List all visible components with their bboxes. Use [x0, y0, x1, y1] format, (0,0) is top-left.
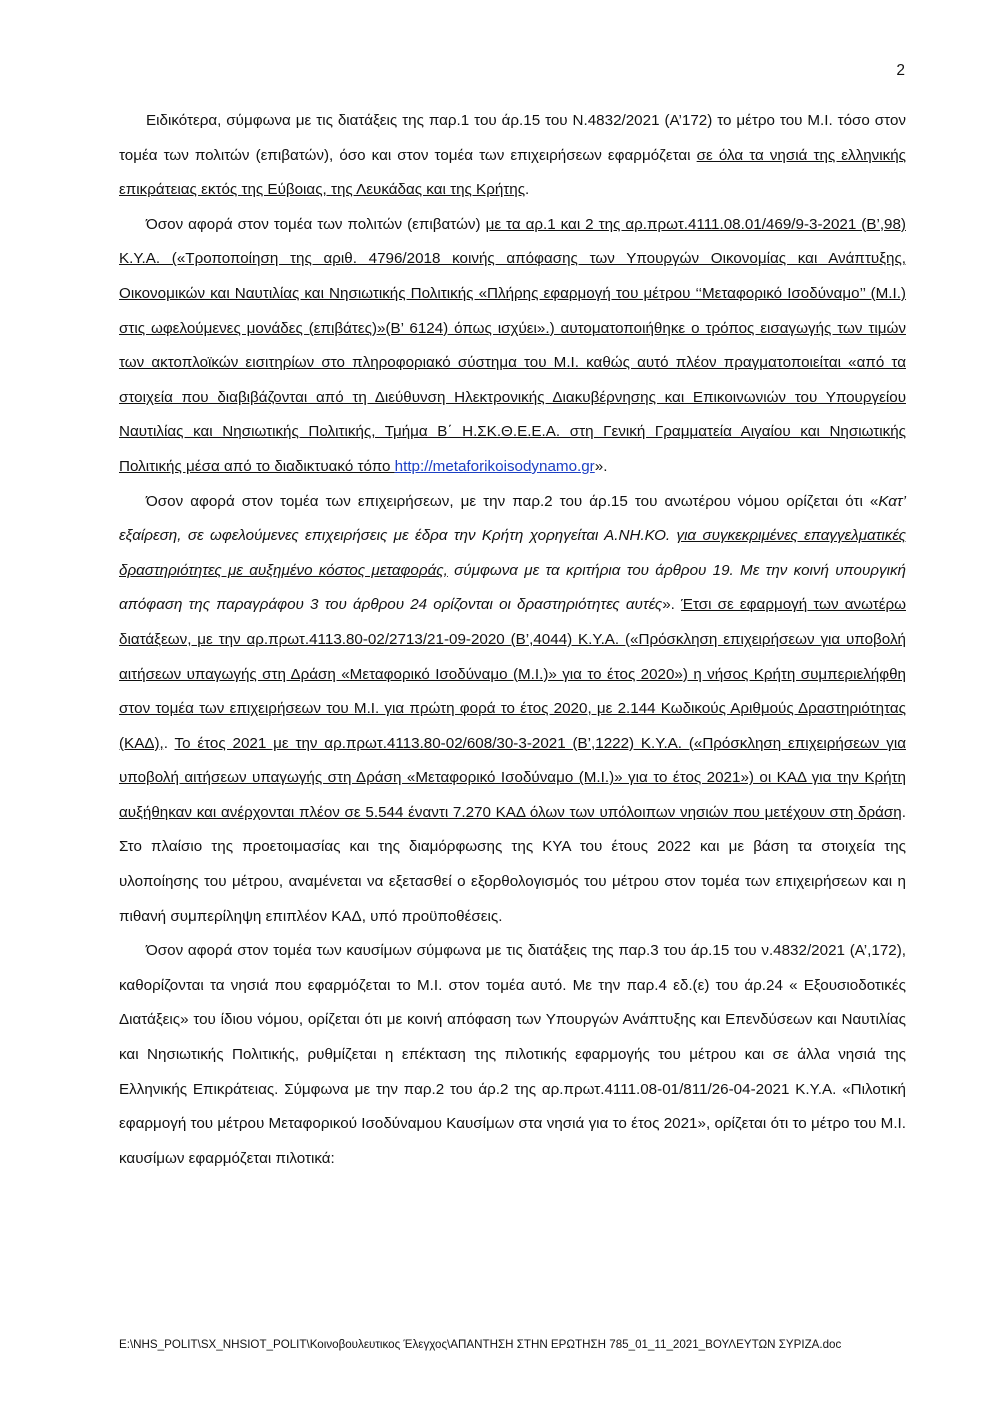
underlined-text: σε όλα τα νησιά της ελληνικής επικράτειας εκτός της Εύβοιας, της Λευκάδας και της Κρήτης [119, 146, 906, 199]
underlined-text: Το έτος 2021 με την αρ.πρωτ.4113.80-02/608/30-3-2021 (Β’,1222) Κ.Υ.Α. («Πρόσκληση επιχειρήσεων για υποβολή αιτήσεων υπαγωγής στη Δράση «Μεταφορικό Ισοδύναμο (Μ.Ι.)» για το έτος 2021») οι ΚΑΔ για την Κρήτη αυξήθηκαν και ανέρχονται πλέον σε 5.544 έναντι 7.270 ΚΑΔ όλων των υπόλοιπων νησιών που μετέχουν στη δράση [119, 734, 907, 821]
underlined-text: με τα αρ.1 και 2 της αρ.πρωτ.4111.08.01/469/9-3-2021 (Β’,98) Κ.Υ.Α. («Τροποποίηση της αριθ. 4796/2018 κοινής απόφασης των Υπουργών Οικονομίας και Ανάπτυξης, Οικονομικών και Ναυτιλίας και Νησιωτικής Πολιτικής «Πλήρης εφαρμογή του μέτρου ‘‘Μεταφορικό Ισοδύναμο’’ (Μ.Ι.) στις ωφελούμενες μονάδες (επιβάτες)»(Β’ 6124) όπως ισχύει».) αυτοματοποιήθηκε ο τρόπος εισαγωγής των τιμών των ακτοπλοϊκών εισιτηρίων στο πληροφοριακό σύστημα του Μ.Ι. καθώς αυτό πλέον πραγματοποιείται «από τα στοιχεία που διαβιβάζονται από τη Διεύθυνση Ηλεκτρονικής Διακυβέρνησης και Επικοινωνιών του Υπουργείου Ναυτιλίας και Νησιωτικής Πολιτικής, Τμήμα Β΄ Η.ΣΚ.Θ.Ε.Ε.Α. στη Γενική Γραμματεία Αιγαίου και Νησιωτικής Πολιτικής μέσα από το διαδικτυακό τόπο [119, 215, 906, 475]
underlined-text: Έτσι σε εφαρμογή των ανωτέρω διατάξεων, με την αρ.πρωτ.4113.80-02/2713/21-09-2020 (Β’,4044) Κ.Υ.Α. («Πρόσκληση επιχειρήσεων για υποβολή αιτήσεων υπαγωγής στη Δράση «Μεταφορικό Ισοδύναμο (Μ.Ι.)» για το έτος 2020») η νήσος Κρήτη συμπεριελήφθη στον τομέα των επιχειρήσεων του Μ.Ι. για πρώτη φορά το έτος 2020, με 2.144 Κωδικούς Αριθμούς Δραστηριότητας (ΚΑΔ), [119, 596, 906, 752]
paragraph-text: . [163, 734, 175, 752]
paragraph-passengers [119, 208, 906, 485]
italic-quote: Κατ’ εξαίρεση, σε ωφελούμενες επιχειρήσεις με έδρα την Κρήτη χορηγείται Α.ΝΗ.ΚΟ. [119, 492, 906, 545]
paragraph-text: Όσον αφορά στον τομέα των επιχειρήσεων, με την παρ.2 του άρ.15 του ανωτέρου νόμου ορίζεται ότι « [146, 492, 879, 510]
paragraph-text: Όσον αφορά στον τομέα των καυσίμων σύμφωνα με τις διατάξεις της παρ.3 του άρ.15 του ν.4832/2021 (Α’,172), καθορίζονται τα νησιά που εφαρμόζεται το Μ.Ι. στον τομέα αυτό. Με την παρ.4 εδ.(ε) του άρ.24 « Εξουσιοδοτικές Διατάξεις» του ίδιου νόμου, ορίζεται ότι με κοινή απόφαση των Υπουργών Ανάπτυξης και Επενδύσεων και Ναυτιλίας και Νησιωτικής Πολιτικής, ρυθμίζεται η επέκταση της πιλοτικής εφαρμογής του μέτρου και σε άλλα νησιά της Ελληνικής Επικράτειας. Σύμφωνα με την παρ.2 του άρ.2 της αρ.πρωτ.4111.08-01/811/26-04-2021 Κ.Υ.Α. «Πιλοτική εφαρμογή του μέτρου Μεταφορικού Ισοδύναμου Καυσίμων στα νησιά για το έτος 2021», ορίζεται ότι το μέτρο του Μ.Ι. καυσίμων εφαρμόζεται πιλοτικά: [119, 942, 906, 1167]
italic-quote: σύμφωνα με τα κριτήρια του άρθρου 19. Με την κοινή υπουργική απόφαση της παραγράφου 3 του άρθρου 24 ορίζονται οι δραστηριότητες αυτές [119, 561, 906, 614]
paragraph-businesses [119, 485, 906, 935]
paragraph-scope [119, 104, 906, 208]
paragraph-text: Όσον αφορά στον τομέα των πολιτών (επιβατών) [146, 215, 486, 233]
paragraph-text: ». [594, 457, 608, 475]
website-link[interactable]: http://metaforikoisodynamo.gr [394, 457, 595, 475]
italic-underlined-quote: για συγκεκριμένες επαγγελματικές δραστηριότητες με αυξημένο κόστος μεταφοράς, [119, 527, 906, 579]
paragraph-text: Ειδικότερα, σύμφωνα με τις διατάξεις της παρ.1 του άρ.15 του Ν.4832/2021 (Α’172) το μέτρο του Μ.Ι. τόσο στον τομέα των πολιτών (επιβατών), όσο και στον τομέα των επιχειρήσεων εφαρμόζεται [119, 112, 906, 164]
paragraph-fuel [119, 934, 906, 1176]
paragraph-text: ». [662, 596, 682, 614]
page-number: 2 [896, 62, 905, 79]
paragraph-text: . [525, 181, 530, 199]
paragraph-text: . Στο πλαίσιο της προετοιμασίας και της διαμόρφωσης της ΚΥΑ του έτους 2022 και με βάση τα στοιχεία της υλοποίησης του μέτρου, αναμένεται να εξετασθεί ο εξορθολογισμός του μέτρου στον τομέα των επιχειρήσεων και η πιθανή συμπερίληψη επιπλέον ΚΑΔ, υπό προϋποθέσεις. [119, 803, 906, 925]
document-body [119, 104, 906, 1176]
file-path-footer: E:\NHS_POLIT\SX_NHSIOT_POLIT\Κοινοβουλευτικος Έλεγχος\ΑΠΑΝΤΗΣΗ ΣΤΗΝ ΕΡΩΤΗΣΗ 785_01_11_2021_ΒΟΥΛΕΥΤΩΝ ΣΥΡΙΖΑ.doc [119, 1338, 842, 1351]
